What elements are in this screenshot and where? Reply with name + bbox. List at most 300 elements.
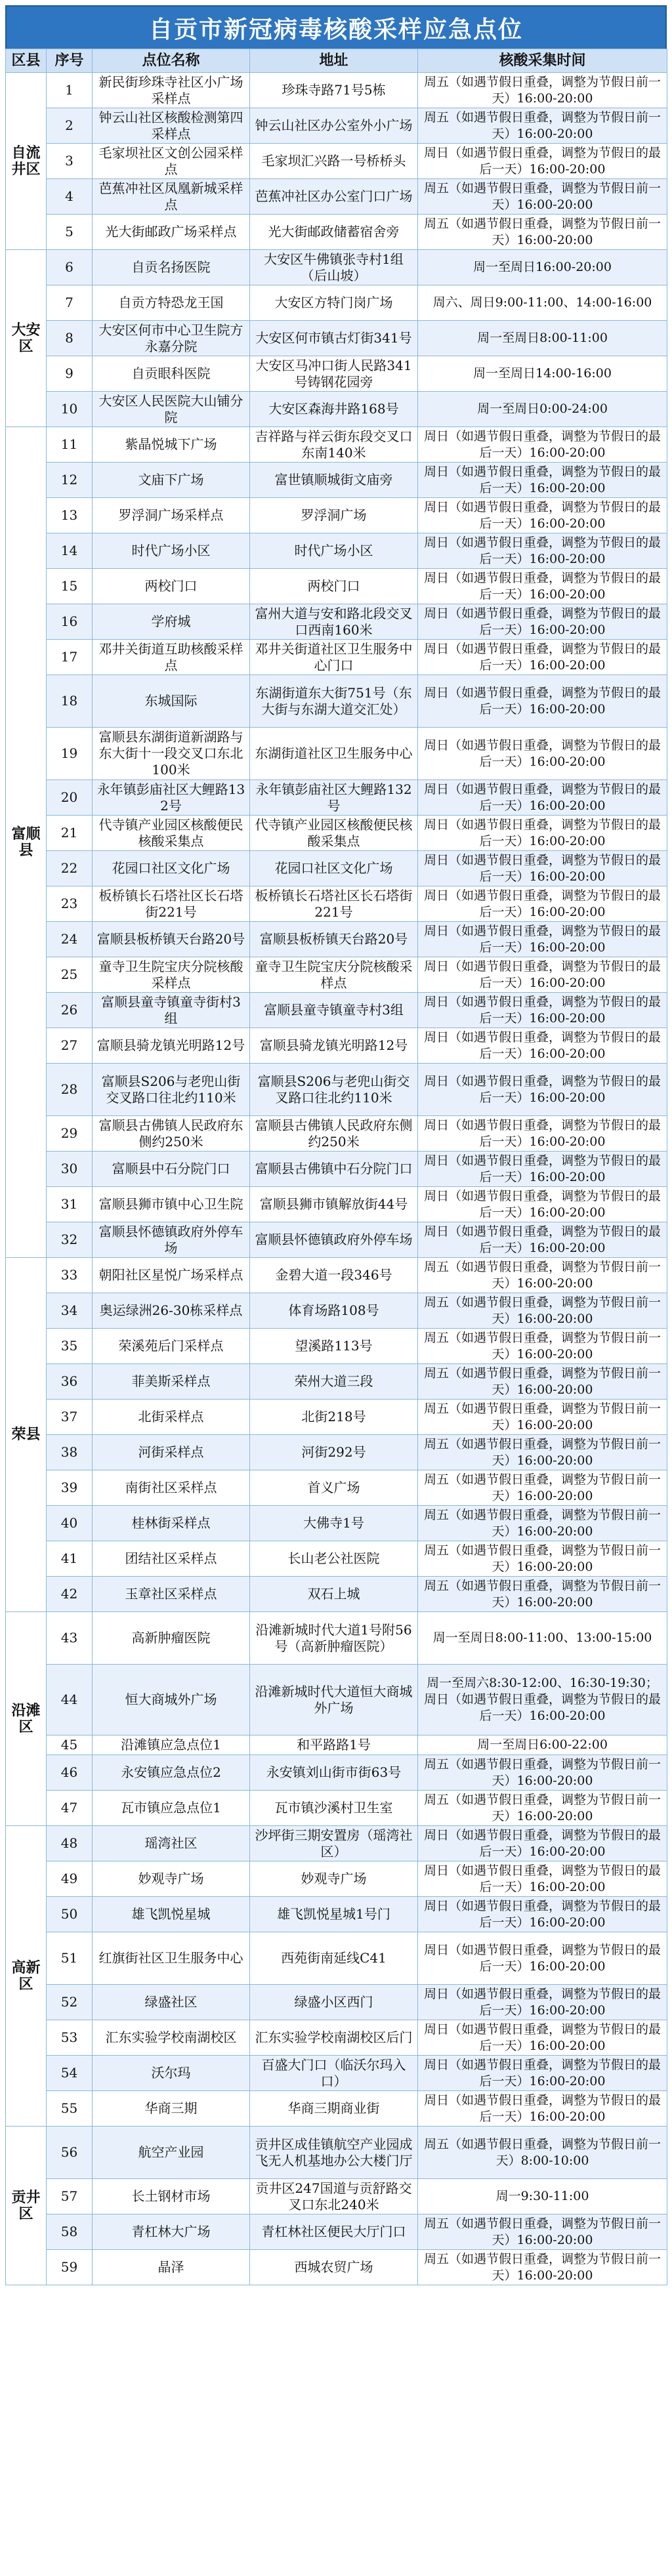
sampling-time-cell: 周一至周日16:00-20:00	[418, 250, 667, 285]
site-name-cell: 玉章社区采样点	[93, 1577, 250, 1612]
address-cell: 东湖街道东大街751号（东大街与东湖大道交汇处）	[250, 675, 418, 728]
address-cell: 大安区方特门岗广场	[250, 285, 418, 321]
sampling-time-cell: 周五（如遇节假日重叠，调整为节假日前一天）16:00-20:00	[418, 108, 667, 144]
sampling-time-cell: 周日（如遇节假日重叠，调整为节假日的最后一天）16:00-20:00	[418, 1187, 667, 1222]
sampling-time-cell: 周日（如遇节假日重叠，调整为节假日的最后一天）16:00-20:00	[418, 1116, 667, 1152]
sampling-time-cell: 周日（如遇节假日重叠，调整为节假日的最后一天）16:00-20:00	[418, 1985, 667, 2020]
header-address: 地址	[250, 49, 418, 73]
header-sampling-time: 核酸采集时间	[418, 49, 667, 73]
address-cell: 永安镇刘山街市街63号	[250, 1755, 418, 1791]
site-name-cell: 沿滩镇应急点位1	[93, 1735, 250, 1755]
site-name-cell: 长土钢材市场	[93, 2179, 250, 2214]
row-number-cell: 45	[47, 1735, 93, 1755]
site-name-cell: 晶泽	[93, 2250, 250, 2285]
site-name-cell: 自贡方特恐龙王国	[93, 285, 250, 321]
row-number-cell: 5	[47, 215, 93, 250]
table-row	[6, 1222, 667, 1258]
site-name-cell: 罗浮洞广场采样点	[93, 498, 250, 533]
sampling-time-cell: 周一至周日8:00-11:00	[418, 321, 667, 356]
row-number-cell: 49	[47, 1861, 93, 1897]
table-row	[6, 463, 667, 498]
sampling-time-cell: 周五（如遇节假日重叠，调整为节假日前一天）16:00-20:00	[418, 1577, 667, 1612]
table-row	[6, 728, 667, 780]
sampling-time-cell: 周日（如遇节假日重叠，调整为节假日的最后一天）16:00-20:00	[418, 1064, 667, 1116]
row-number-cell: 19	[47, 728, 93, 780]
address-cell: 妙观寺广场	[250, 1861, 418, 1897]
sampling-time-cell: 周六、周日9:00-11:00、14:00-16:00	[418, 285, 667, 321]
district-cell: 荣县	[6, 1258, 47, 1612]
row-number-cell: 35	[47, 1329, 93, 1364]
row-number-cell: 25	[47, 957, 93, 993]
sampling-time-cell: 周五（如遇节假日重叠，调整为节假日前一天）16:00-20:00	[418, 179, 667, 215]
table-row	[6, 1187, 667, 1222]
district-cell: 沿滩区	[6, 1612, 47, 1826]
row-number-cell: 59	[47, 2250, 93, 2285]
site-name-cell: 南街社区采样点	[93, 1470, 250, 1506]
site-name-cell: 富顺县板桥镇天台路20号	[93, 922, 250, 957]
site-name-cell: 新民街珍珠寺社区小广场采样点	[93, 73, 250, 108]
sampling-time-cell: 周五（如遇节假日重叠，调整为节假日前一天）16:00-20:00	[418, 1470, 667, 1506]
sampling-time-cell: 周日（如遇节假日重叠，调整为节假日的最后一天）16:00-20:00	[418, 1826, 667, 1861]
site-name-cell: 永年镇彭庙社区大鲤路132号	[93, 780, 250, 816]
table-row	[6, 1064, 667, 1116]
sampling-time-cell: 周日（如遇节假日重叠，调整为节假日的最后一天）16:00-20:00	[418, 851, 667, 886]
table-row	[6, 1541, 667, 1577]
address-cell: 芭蕉冲社区办公室门口广场	[250, 179, 418, 215]
sampling-time-cell: 周日（如遇节假日重叠，调整为节假日的最后一天）16:00-20:00	[418, 463, 667, 498]
address-cell: 西城农贸广场	[250, 2250, 418, 2285]
table-row	[6, 1152, 667, 1187]
sampling-time-cell: 周五（如遇节假日重叠，调整为节假日前一天）8:00-10:00	[418, 2127, 667, 2179]
address-cell: 体育场路108号	[250, 1293, 418, 1329]
row-number-cell: 18	[47, 675, 93, 728]
address-cell: 花园口社区文化广场	[250, 851, 418, 886]
address-cell: 河街292号	[250, 1435, 418, 1470]
row-number-cell: 28	[47, 1064, 93, 1116]
sampling-time-cell: 周一9:30-11:00	[418, 2179, 667, 2214]
site-name-cell: 邓井关街道互助核酸采样点	[93, 640, 250, 675]
site-name-cell: 东城国际	[93, 675, 250, 728]
site-name-cell: 红旗街社区卫生服务中心	[93, 1932, 250, 1985]
table-row	[6, 1897, 667, 1932]
address-cell: 富顺县S206与老兜山街交叉路口往北约110米	[250, 1064, 418, 1116]
sampling-time-cell: 周一至周日8:00-11:00、13:00-15:00	[418, 1612, 667, 1665]
site-name-cell: 富顺县怀德镇政府外停车场	[93, 1222, 250, 1258]
table-row	[6, 1028, 667, 1064]
row-number-cell: 55	[47, 2091, 93, 2127]
address-cell: 罗浮洞广场	[250, 498, 418, 533]
sampling-time-cell: 周日（如遇节假日重叠，调整为节假日的最后一天）16:00-20:00	[418, 144, 667, 179]
address-cell: 西苑街南延线C41	[250, 1932, 418, 1985]
row-number-cell: 44	[47, 1665, 93, 1735]
address-cell: 双石上城	[250, 1577, 418, 1612]
sampling-time-cell: 周日（如遇节假日重叠，调整为节假日的最后一天）16:00-20:00	[418, 1897, 667, 1932]
table-row	[6, 993, 667, 1028]
address-cell: 代寺镇产业园区核酸便民核酸采集点	[250, 816, 418, 851]
row-number-cell: 50	[47, 1897, 93, 1932]
table-row	[6, 1735, 667, 1755]
table-row	[6, 675, 667, 728]
row-number-cell: 56	[47, 2127, 93, 2179]
row-number-cell: 13	[47, 498, 93, 533]
table-row	[6, 392, 667, 427]
row-number-cell: 23	[47, 886, 93, 922]
address-cell: 大安区何市镇古灯街341号	[250, 321, 418, 356]
site-name-cell: 汇东实验学校南湖校区	[93, 2020, 250, 2056]
address-cell: 望溪路113号	[250, 1329, 418, 1364]
address-cell: 两校门口	[250, 569, 418, 604]
site-name-cell: 时代广场小区	[93, 533, 250, 569]
address-cell: 富顺县狮市镇解放街44号	[250, 1187, 418, 1222]
table-row	[6, 144, 667, 179]
address-cell: 青杠林社区便民大厅门口	[250, 2214, 418, 2250]
district-cell: 自流井区	[6, 73, 47, 250]
sampling-time-cell: 周日（如遇节假日重叠，调整为节假日的最后一天）16:00-20:00	[418, 604, 667, 640]
address-cell: 永年镇彭庙社区大鲤路132号	[250, 780, 418, 816]
row-number-cell: 2	[47, 108, 93, 144]
site-name-cell: 富顺县狮市镇中心卫生院	[93, 1187, 250, 1222]
table-row	[6, 922, 667, 957]
table-row	[6, 215, 667, 250]
table-row	[6, 640, 667, 675]
row-number-cell: 48	[47, 1826, 93, 1861]
row-number-cell: 36	[47, 1364, 93, 1400]
table-row	[6, 250, 667, 285]
sampling-time-cell: 周五（如遇节假日重叠，调整为节假日前一天）16:00-20:00	[418, 215, 667, 250]
sampling-sites-table	[5, 49, 667, 2285]
address-cell: 北街218号	[250, 1400, 418, 1435]
site-name-cell: 代寺镇产业园区核酸便民核酸采集点	[93, 816, 250, 851]
site-name-cell: 航空产业园	[93, 2127, 250, 2179]
site-name-cell: 华商三期	[93, 2091, 250, 2127]
district-cell: 贡井区	[6, 2127, 47, 2285]
table-row	[6, 285, 667, 321]
sampling-time-cell: 周五（如遇节假日重叠，调整为节假日前一天）16:00-20:00	[418, 1755, 667, 1791]
table-row	[6, 957, 667, 993]
site-name-cell: 大安区人民医院大山铺分院	[93, 392, 250, 427]
address-cell: 瓦市镇沙溪村卫生室	[250, 1791, 418, 1826]
sampling-time-cell: 周日（如遇节假日重叠，调整为节假日的最后一天）16:00-20:00	[418, 1861, 667, 1897]
row-number-cell: 8	[47, 321, 93, 356]
sampling-time-cell: 周日（如遇节假日重叠，调整为节假日的最后一天）16:00-20:00	[418, 728, 667, 780]
row-number-cell: 57	[47, 2179, 93, 2214]
table-row	[6, 321, 667, 356]
row-number-cell: 52	[47, 1985, 93, 2020]
table-row	[6, 1293, 667, 1329]
sampling-time-cell: 周日（如遇节假日重叠，调整为节假日的最后一天）16:00-20:00	[418, 1028, 667, 1064]
header-number: 序号	[47, 49, 93, 73]
address-cell: 东湖街道社区卫生服务中心	[250, 728, 418, 780]
row-number-cell: 1	[47, 73, 93, 108]
address-cell: 富顺县怀德镇政府外停车场	[250, 1222, 418, 1258]
site-name-cell: 富顺县东湖街道新湖路与东大街十一段交叉口东北100米	[93, 728, 250, 780]
site-name-cell: 自贡眼科医院	[93, 356, 250, 392]
table-row	[6, 2127, 667, 2179]
table-row	[6, 108, 667, 144]
document-title: 自贡市新冠病毒核酸采样应急点位	[5, 5, 667, 49]
address-cell: 富州大道与安和路北段交叉口西南160米	[250, 604, 418, 640]
table-row	[6, 1435, 667, 1470]
table-row	[6, 1665, 667, 1735]
row-number-cell: 7	[47, 285, 93, 321]
sampling-time-cell: 周日（如遇节假日重叠，调整为节假日的最后一天）16:00-20:00	[418, 498, 667, 533]
sampling-time-cell: 周日（如遇节假日重叠，调整为节假日的最后一天）16:00-20:00	[418, 533, 667, 569]
sampling-time-cell: 周一至周日6:00-22:00	[418, 1735, 667, 1755]
address-cell: 富顺县童寺镇童寺村3组	[250, 993, 418, 1028]
address-cell: 沿滩新城时代大道恒大商城外广场	[250, 1665, 418, 1735]
table-row	[6, 1612, 667, 1665]
sampling-time-cell: 周日（如遇节假日重叠，调整为节假日的最后一天）16:00-20:00	[418, 427, 667, 463]
sampling-time-cell: 周五（如遇节假日重叠，调整为节假日前一天）16:00-20:00	[418, 1258, 667, 1293]
site-name-cell: 雄飞凯悦星城	[93, 1897, 250, 1932]
address-cell: 富顺县骑龙镇光明路12号	[250, 1028, 418, 1064]
table-row	[6, 1329, 667, 1364]
sampling-time-cell: 周日（如遇节假日重叠，调整为节假日的最后一天）16:00-20:00	[418, 675, 667, 728]
site-name-cell: 自贡名扬医院	[93, 250, 250, 285]
address-cell: 毛家坝汇兴路一号桥桥头	[250, 144, 418, 179]
row-number-cell: 38	[47, 1435, 93, 1470]
row-number-cell: 40	[47, 1506, 93, 1541]
row-number-cell: 29	[47, 1116, 93, 1152]
site-name-cell: 桂林街采样点	[93, 1506, 250, 1541]
sampling-time-cell: 周五（如遇节假日重叠，调整为节假日前一天）16:00-20:00	[418, 73, 667, 108]
row-number-cell: 3	[47, 144, 93, 179]
address-cell: 贡井区247国道与贡舒路交叉口东北240米	[250, 2179, 418, 2214]
table-row	[6, 1755, 667, 1791]
sampling-time-cell: 周五（如遇节假日重叠，调整为节假日前一天）16:00-20:00	[418, 1329, 667, 1364]
row-number-cell: 27	[47, 1028, 93, 1064]
site-name-cell: 瓦市镇应急点位1	[93, 1791, 250, 1826]
sampling-time-cell: 周五（如遇节假日重叠，调整为节假日前一天）16:00-20:00	[418, 1364, 667, 1400]
district-cell: 富顺县	[6, 427, 47, 1258]
sampling-time-cell: 周日（如遇节假日重叠，调整为节假日的最后一天）16:00-20:00	[418, 957, 667, 993]
row-number-cell: 53	[47, 2020, 93, 2056]
row-number-cell: 20	[47, 780, 93, 816]
site-name-cell: 北街采样点	[93, 1400, 250, 1435]
site-name-cell: 菲美斯采样点	[93, 1364, 250, 1400]
site-name-cell: 文庙下广场	[93, 463, 250, 498]
site-name-cell: 朝阳社区星悦广场采样点	[93, 1258, 250, 1293]
table-row	[6, 356, 667, 392]
address-cell: 绿盛小区西门	[250, 1985, 418, 2020]
site-name-cell: 恒大商城外广场	[93, 1665, 250, 1735]
header-district: 区县	[6, 49, 47, 73]
address-cell: 大佛寺1号	[250, 1506, 418, 1541]
row-number-cell: 37	[47, 1400, 93, 1435]
table-row	[6, 1116, 667, 1152]
row-number-cell: 39	[47, 1470, 93, 1506]
sampling-time-cell: 周日（如遇节假日重叠，调整为节假日的最后一天）16:00-20:00	[418, 1932, 667, 1985]
sampling-time-cell: 周日（如遇节假日重叠，调整为节假日的最后一天）16:00-20:00	[418, 1222, 667, 1258]
site-name-cell: 绿盛社区	[93, 1985, 250, 2020]
site-name-cell: 青杠林大广场	[93, 2214, 250, 2250]
sampling-time-cell: 周五（如遇节假日重叠，调整为节假日前一天）16:00-20:00	[418, 1400, 667, 1435]
address-cell: 大安区马冲口街人民路341号铸钢花园旁	[250, 356, 418, 392]
table-row	[6, 427, 667, 463]
row-number-cell: 14	[47, 533, 93, 569]
row-number-cell: 11	[47, 427, 93, 463]
table-row	[6, 498, 667, 533]
address-cell: 百盛大门口（临沃尔玛入口）	[250, 2056, 418, 2091]
address-cell: 吉祥路与祥云街东段交叉口东南140米	[250, 427, 418, 463]
site-name-cell: 团结社区采样点	[93, 1541, 250, 1577]
sampling-time-cell: 周五（如遇节假日重叠，调整为节假日前一天）16:00-20:00	[418, 1435, 667, 1470]
sampling-time-cell: 周一至周六8:30-12:00、16:30-19:30；周日（如遇节假日重叠，调整为节假日的最后一天）16:00-20:00	[418, 1665, 667, 1735]
address-cell: 贡井区成佳镇航空产业园成飞无人机基地办公大楼门厅	[250, 2127, 418, 2179]
sampling-time-cell: 周日（如遇节假日重叠，调整为节假日的最后一天）16:00-20:00	[418, 569, 667, 604]
site-name-cell: 花园口社区文化广场	[93, 851, 250, 886]
table-row	[6, 851, 667, 886]
site-name-cell: 芭蕉冲社区凤凰新城采样点	[93, 179, 250, 215]
address-cell: 沿滩新城时代大道1号附56号（高新肿瘤医院）	[250, 1612, 418, 1665]
table-row	[6, 1364, 667, 1400]
table-row	[6, 604, 667, 640]
address-cell: 板桥镇长石塔社区长石塔街221号	[250, 886, 418, 922]
table-row	[6, 1826, 667, 1861]
row-number-cell: 6	[47, 250, 93, 285]
row-number-cell: 32	[47, 1222, 93, 1258]
row-number-cell: 21	[47, 816, 93, 851]
site-name-cell: 富顺县中石分院门口	[93, 1152, 250, 1187]
table-row	[6, 886, 667, 922]
row-number-cell: 10	[47, 392, 93, 427]
sampling-time-cell: 周日（如遇节假日重叠，调整为节假日的最后一天）16:00-20:00	[418, 922, 667, 957]
row-number-cell: 54	[47, 2056, 93, 2091]
table-row	[6, 533, 667, 569]
sampling-time-cell: 周日（如遇节假日重叠，调整为节假日的最后一天）16:00-20:00	[418, 993, 667, 1028]
row-number-cell: 22	[47, 851, 93, 886]
table-row	[6, 1861, 667, 1897]
site-name-cell: 富顺县S206与老兜山街交叉路口往北约110米	[93, 1064, 250, 1116]
address-cell: 汇东实验学校南湖校区后门	[250, 2020, 418, 2056]
address-cell: 童寺卫生院宝庆分院核酸采样点	[250, 957, 418, 993]
row-number-cell: 41	[47, 1541, 93, 1577]
site-name-cell: 荣溪苑后门采样点	[93, 1329, 250, 1364]
address-cell: 钟云山社区办公室外小广场	[250, 108, 418, 144]
table-row	[6, 816, 667, 851]
table-row	[6, 1400, 667, 1435]
table-row	[6, 2214, 667, 2250]
table-row	[6, 1932, 667, 1985]
table-row	[6, 1577, 667, 1612]
site-name-cell: 奥运绿洲26-30栋采样点	[93, 1293, 250, 1329]
address-cell: 富顺县古佛镇中石分院门口	[250, 1152, 418, 1187]
row-number-cell: 47	[47, 1791, 93, 1826]
row-number-cell: 58	[47, 2214, 93, 2250]
row-number-cell: 33	[47, 1258, 93, 1293]
table-row	[6, 1258, 667, 1293]
site-name-cell: 富顺县骑龙镇光明路12号	[93, 1028, 250, 1064]
site-name-cell: 富顺县古佛镇人民政府东侧约250米	[93, 1116, 250, 1152]
address-cell: 首义广场	[250, 1470, 418, 1506]
table-row	[6, 2179, 667, 2214]
table-row	[6, 1791, 667, 1826]
address-cell: 邓井关街道社区卫生服务中心门口	[250, 640, 418, 675]
sampling-time-cell: 周一至周日14:00-16:00	[418, 356, 667, 392]
row-number-cell: 15	[47, 569, 93, 604]
address-cell: 时代广场小区	[250, 533, 418, 569]
row-number-cell: 43	[47, 1612, 93, 1665]
sampling-time-cell: 周日（如遇节假日重叠，调整为节假日的最后一天）16:00-20:00	[418, 1152, 667, 1187]
sampling-time-cell: 周日（如遇节假日重叠，调整为节假日的最后一天）16:00-20:00	[418, 780, 667, 816]
sampling-time-cell: 周五（如遇节假日重叠，调整为节假日前一天）16:00-20:00	[418, 1541, 667, 1577]
site-name-cell: 富顺县童寺镇童寺街村3组	[93, 993, 250, 1028]
row-number-cell: 51	[47, 1932, 93, 1985]
address-cell: 金碧大道一段346号	[250, 1258, 418, 1293]
table-row	[6, 569, 667, 604]
table-row	[6, 1506, 667, 1541]
sampling-time-cell: 周日（如遇节假日重叠，调整为节假日的最后一天）16:00-20:00	[418, 2091, 667, 2127]
table-row	[6, 2091, 667, 2127]
row-number-cell: 30	[47, 1152, 93, 1187]
site-name-cell: 毛家坝社区文创公园采样点	[93, 144, 250, 179]
address-cell: 和平路路1号	[250, 1735, 418, 1755]
table-row	[6, 179, 667, 215]
sampling-time-cell: 周五（如遇节假日重叠，调整为节假日前一天）16:00-20:00	[418, 1791, 667, 1826]
row-number-cell: 46	[47, 1755, 93, 1791]
site-name-cell: 河街采样点	[93, 1435, 250, 1470]
row-number-cell: 24	[47, 922, 93, 957]
sampling-time-cell: 周五（如遇节假日重叠，调整为节假日前一天）16:00-20:00	[418, 1293, 667, 1329]
table-row	[6, 2020, 667, 2056]
sampling-time-cell: 周一至周日0:00-24:00	[418, 392, 667, 427]
address-cell: 华商三期商业街	[250, 2091, 418, 2127]
row-number-cell: 26	[47, 993, 93, 1028]
site-name-cell: 学府城	[93, 604, 250, 640]
sampling-time-cell: 周五（如遇节假日重叠，调整为节假日前一天）16:00-20:00	[418, 2250, 667, 2285]
table-row	[6, 2250, 667, 2285]
address-cell: 沙坪街三期安置房（瑶湾社区）	[250, 1826, 418, 1861]
site-name-cell: 大安区何市中心卫生院方永嘉分院	[93, 321, 250, 356]
table-row	[6, 73, 667, 108]
address-cell: 富世镇顺城街文庙旁	[250, 463, 418, 498]
header-site-name: 点位名称	[93, 49, 250, 73]
address-cell: 荣州大道三段	[250, 1364, 418, 1400]
row-number-cell: 12	[47, 463, 93, 498]
address-cell: 大安区牛佛镇张寺村1组（后山坡）	[250, 250, 418, 285]
district-cell: 大安区	[6, 250, 47, 427]
table-row	[6, 1470, 667, 1506]
address-cell: 富顺县板桥镇天台路20号	[250, 922, 418, 957]
site-name-cell: 妙观寺广场	[93, 1861, 250, 1897]
table-body	[6, 73, 667, 2285]
site-name-cell: 童寺卫生院宝庆分院核酸采样点	[93, 957, 250, 993]
address-cell: 长山老公社医院	[250, 1541, 418, 1577]
sampling-time-cell: 周日（如遇节假日重叠，调整为节假日的最后一天）16:00-20:00	[418, 640, 667, 675]
site-name-cell: 瑶湾社区	[93, 1826, 250, 1861]
row-number-cell: 4	[47, 179, 93, 215]
sampling-time-cell: 周日（如遇节假日重叠，调整为节假日的最后一天）16:00-20:00	[418, 886, 667, 922]
sampling-time-cell: 周五（如遇节假日重叠，调整为节假日前一天）16:00-20:00	[418, 1506, 667, 1541]
sampling-time-cell: 周日（如遇节假日重叠，调整为节假日的最后一天）16:00-20:00	[418, 2056, 667, 2091]
sampling-time-cell: 周日（如遇节假日重叠，调整为节假日的最后一天）16:00-20:00	[418, 816, 667, 851]
table-row	[6, 780, 667, 816]
address-cell: 富顺县古佛镇人民政府东侧约250米	[250, 1116, 418, 1152]
address-cell: 光大街邮政储蓄宿舍旁	[250, 215, 418, 250]
site-name-cell: 沃尔玛	[93, 2056, 250, 2091]
address-cell: 大安区森海井路168号	[250, 392, 418, 427]
row-number-cell: 16	[47, 604, 93, 640]
sampling-time-cell: 周五（如遇节假日重叠，调整为节假日前一天）16:00-20:00	[418, 2214, 667, 2250]
site-name-cell: 永安镇应急点位2	[93, 1755, 250, 1791]
district-cell: 高新区	[6, 1826, 47, 2127]
site-name-cell: 高新肿瘤医院	[93, 1612, 250, 1665]
row-number-cell: 17	[47, 640, 93, 675]
site-name-cell: 板桥镇长石塔社区长石塔街221号	[93, 886, 250, 922]
table-row	[6, 1985, 667, 2020]
site-name-cell: 紫晶悦城下广场	[93, 427, 250, 463]
row-number-cell: 31	[47, 1187, 93, 1222]
